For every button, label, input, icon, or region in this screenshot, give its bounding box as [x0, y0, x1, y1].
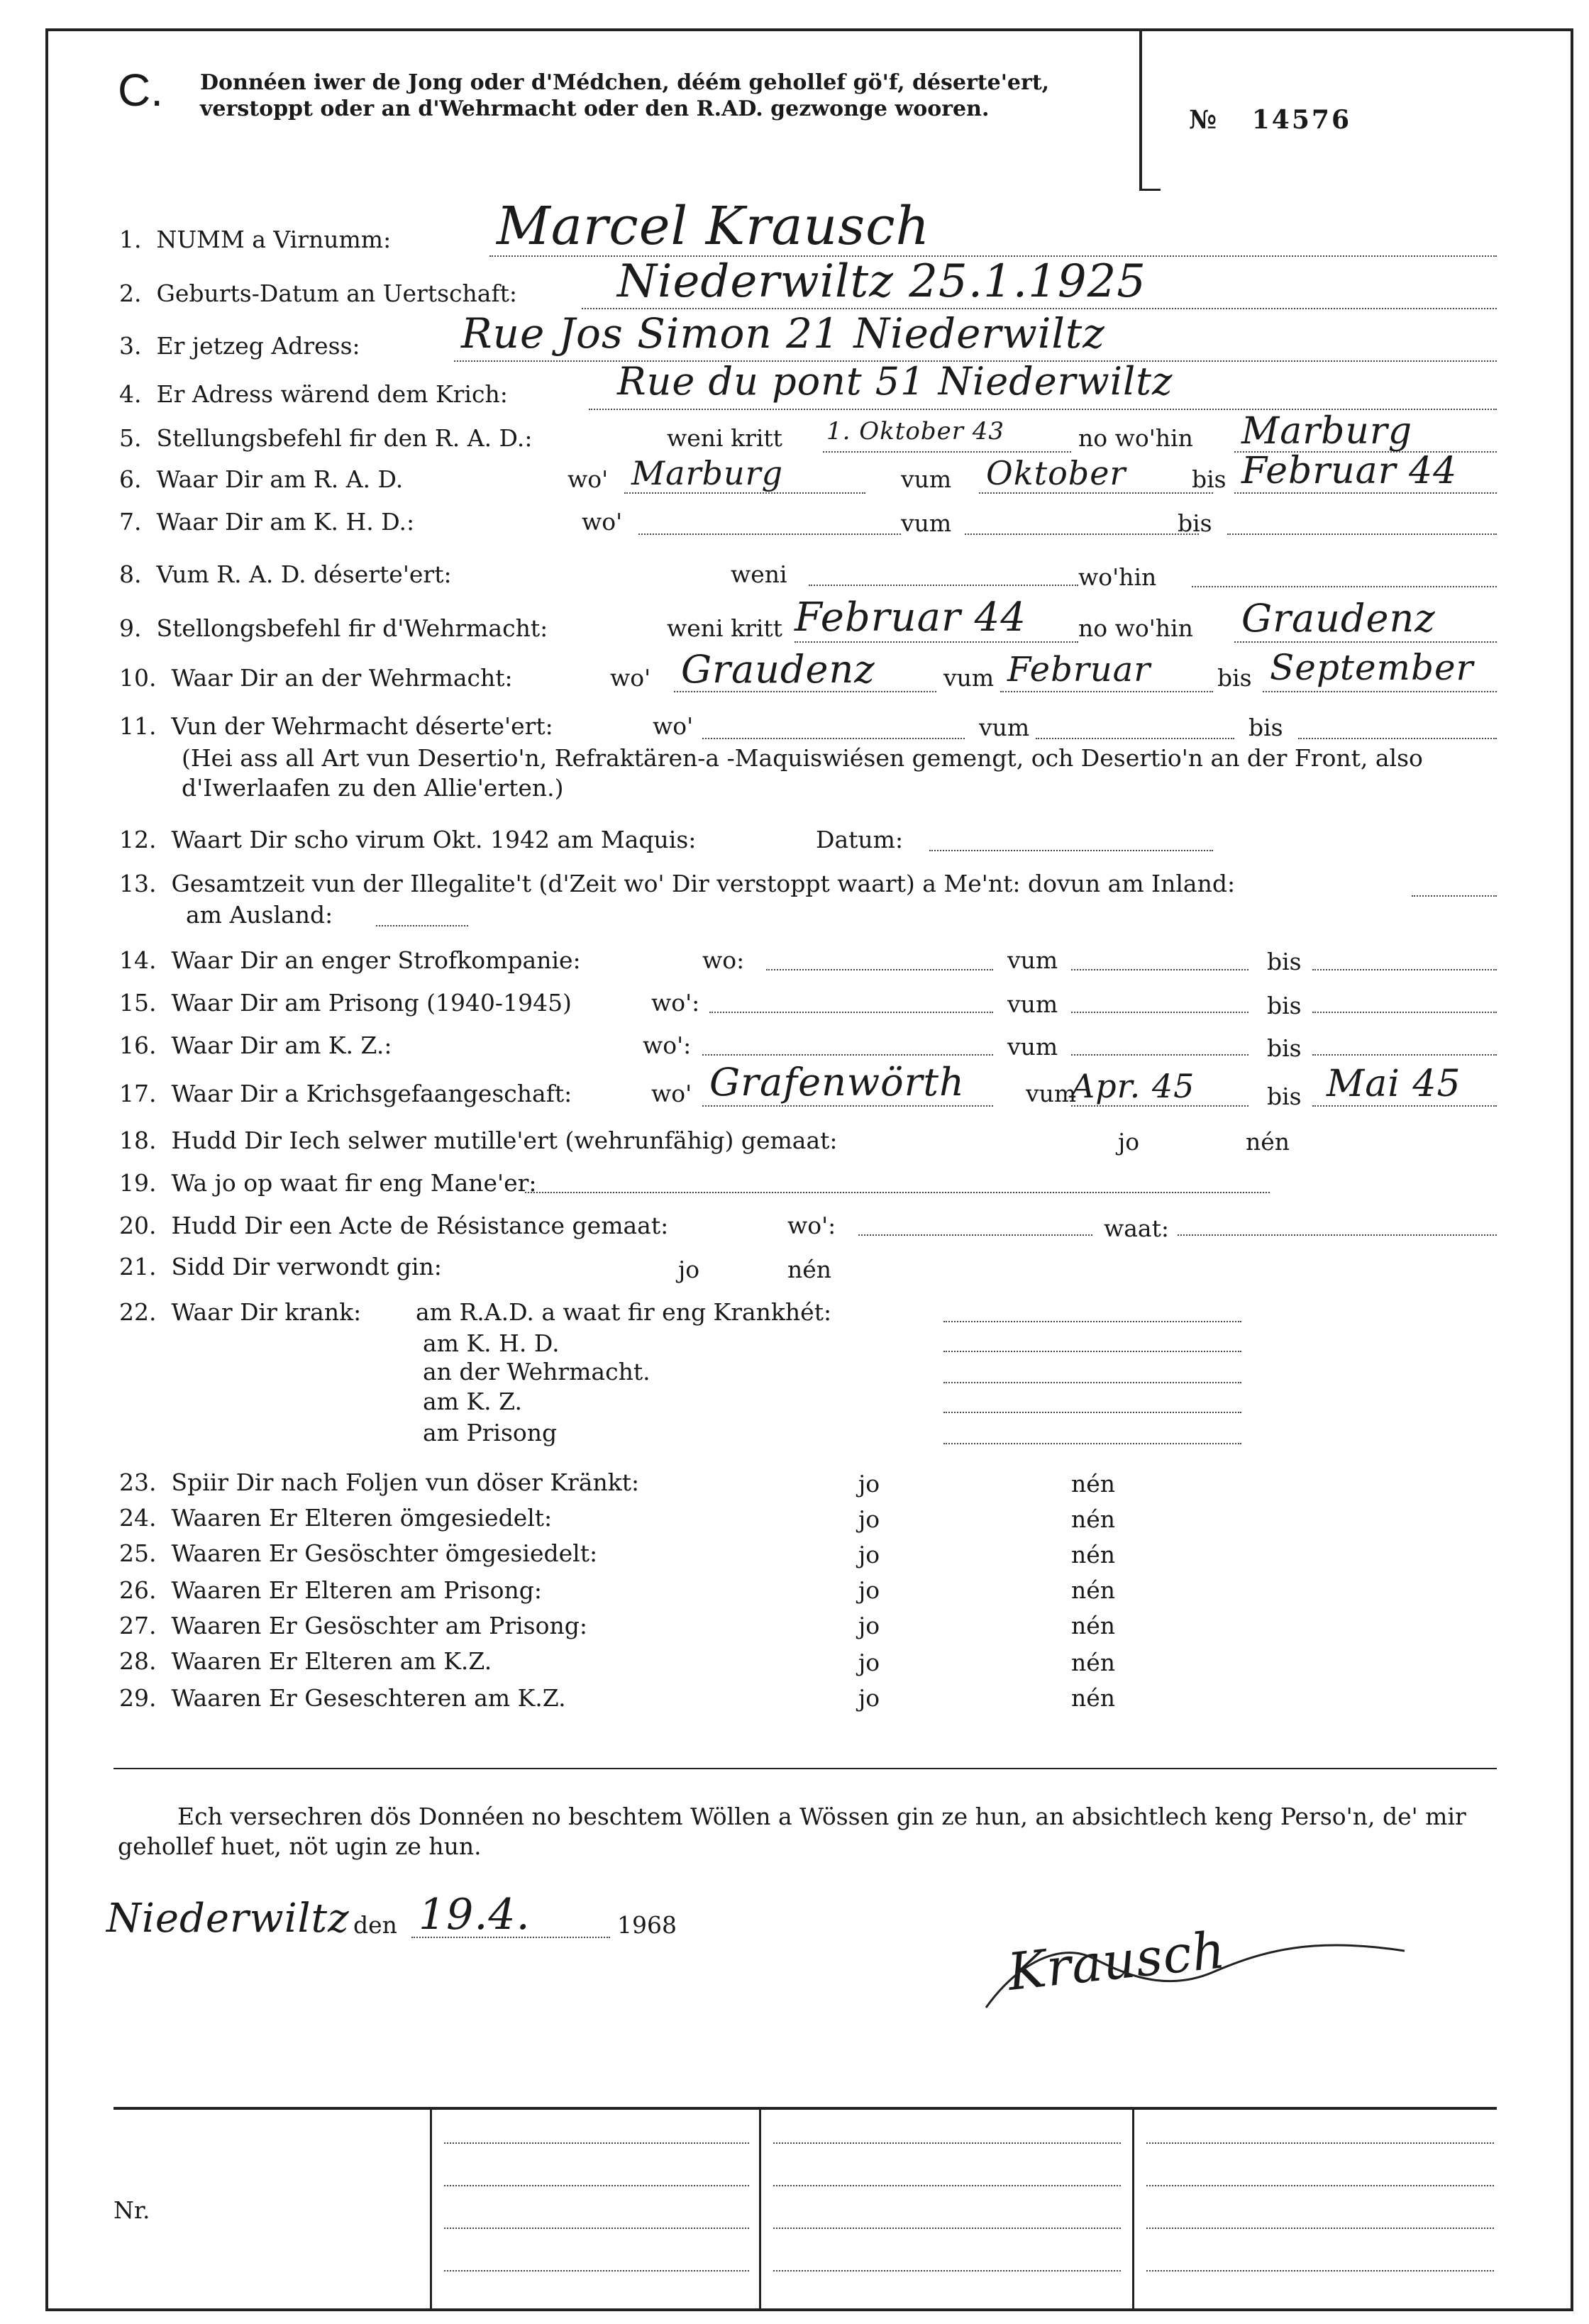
row-22-line-b: [943, 1351, 1241, 1352]
row-22-line-e: [943, 1443, 1241, 1444]
signature-flourish: [979, 1915, 1419, 2022]
row-5-b: no wo'hin: [1078, 424, 1193, 452]
footer-divider-3: [1132, 2108, 1134, 2311]
row-21-label: Sidd Dir verwondt gin:: [171, 1253, 442, 1280]
row-16-b: vum: [1007, 1033, 1058, 1061]
row-17-hw-c: Mai 45: [1327, 1063, 1461, 1105]
row-11-label: Vun der Wehrmacht déserte'ert:: [171, 712, 553, 740]
row-14-line-b: [1071, 969, 1248, 970]
row-17-hw-b: Apr. 45: [1071, 1067, 1195, 1105]
row-11-c: bis: [1248, 714, 1283, 741]
row-2-label: Geburts-Datum an Uertschaft:: [156, 280, 518, 307]
row-25-label: Waaren Er Gesöschter ömgesiedelt:: [171, 1539, 598, 1567]
footer-divider-1: [430, 2108, 432, 2311]
number-value: 14576: [1251, 105, 1351, 135]
row-8-b: wo'hin: [1078, 563, 1157, 591]
row-5-label: Stellungsbefehl fir den R. A. D.:: [156, 424, 533, 452]
row-14-line-c: [1312, 969, 1497, 970]
row-24-label: Waaren Er Elteren ömgesiedelt:: [171, 1504, 553, 1532]
row-9-hw-b: Graudenz: [1241, 596, 1436, 641]
row-20: 20. Hudd Dir een Acte de Résistance gemaat:: [119, 1212, 669, 1239]
row-3-handwriting: Rue Jos Simon 21 Niederwiltz: [461, 309, 1105, 358]
row-28: 28. Waaren Er Elteren am K.Z.: [119, 1647, 492, 1675]
row-24-nen: nén: [1071, 1505, 1116, 1533]
year-label: 1968: [617, 1911, 677, 1939]
row-7-a: wo': [582, 508, 623, 536]
row-3-label: Er jetzeg Adress:: [156, 332, 360, 360]
row-27-label: Waaren Er Gesöschter am Prisong:: [171, 1612, 587, 1639]
row-22-d: am K. Z.: [423, 1388, 522, 1415]
row-8-a: weni: [731, 560, 787, 588]
row-11-b: vum: [979, 714, 1030, 741]
row-21: 21. Sidd Dir verwondt gin:: [119, 1253, 442, 1280]
row-18: 18. Hudd Dir Iech selwer mutille'ert (wehrunfähig) gemaat:: [119, 1127, 838, 1154]
row-22-e: am Prisong: [423, 1419, 558, 1446]
row-6-a: wo': [568, 465, 609, 493]
row-17-line-a: [702, 1105, 993, 1107]
row-10-hw-b: Februar: [1007, 650, 1151, 690]
row-3: 3. Er jetzeg Adress:: [119, 332, 360, 360]
row-17-hw-a: Grafenwörth: [709, 1060, 965, 1105]
row-17: 17. Waar Dir a Krichsgefaangeschaft:: [119, 1080, 572, 1107]
row-5-hw-a: 1. Oktober 43: [826, 417, 1005, 446]
row-16-line-a: [702, 1054, 993, 1056]
row-9-a: weni kritt: [667, 614, 782, 642]
row-10-b: vum: [943, 664, 995, 692]
row-15-line-c: [1312, 1012, 1497, 1013]
row-23-nen: nén: [1071, 1470, 1116, 1498]
row-6-line-c: [1234, 492, 1497, 494]
row-25-jo: jo: [858, 1541, 880, 1568]
row-7-line-c: [1227, 533, 1497, 535]
row-17-a: wo': [651, 1080, 692, 1107]
row-4-handwriting: Rue du pont 51 Niederwiltz: [617, 359, 1173, 404]
row-18-nen: nén: [1246, 1128, 1290, 1156]
row-5-hw-b: Marburg: [1241, 410, 1413, 453]
row-17-label: Waar Dir a Krichsgefaangeschaft:: [171, 1080, 572, 1107]
row-17-c: bis: [1267, 1083, 1302, 1110]
row-16-line-b: [1071, 1054, 1248, 1056]
row-6-line-b: [979, 492, 1213, 494]
row-10-a: wo': [610, 664, 651, 692]
row-1-label: NUMM a Virnumm:: [156, 226, 392, 253]
row-23-label: Spiir Dir nach Foljen vun döser Kränkt:: [171, 1468, 640, 1496]
row-6: 6. Waar Dir am R. A. D.: [119, 465, 404, 493]
row-7-b: vum: [901, 509, 952, 537]
row-14-b: vum: [1007, 946, 1058, 974]
row-6-line-a: [624, 492, 865, 494]
row-2: 2. Geburts-Datum an Uertschaft:: [119, 280, 518, 307]
footer-line-5: [773, 2142, 1121, 2144]
footer-divider-2: [759, 2108, 761, 2311]
footer-line-9: [1146, 2142, 1494, 2144]
row-15-a: wo':: [651, 989, 700, 1017]
row-7: 7. Waar Dir am K. H. D.:: [119, 508, 415, 536]
footer-line-11: [1146, 2228, 1494, 2229]
section-divider: [114, 1768, 1497, 1769]
row-16-c: bis: [1267, 1034, 1302, 1062]
row-14-a: wo:: [702, 946, 745, 974]
row-17-b: vum: [1026, 1080, 1077, 1107]
place-handwriting: Niederwiltz: [106, 1896, 350, 1942]
row-23-jo: jo: [858, 1470, 880, 1498]
nr-label: Nr.: [114, 2196, 150, 2224]
row-17-line-c: [1312, 1105, 1497, 1107]
row-9-b: no wo'hin: [1078, 614, 1193, 642]
row-18-jo: jo: [1118, 1128, 1140, 1156]
row-8-label: Vum R. A. D. déserte'ert:: [156, 560, 452, 588]
row-11: 11. Vun der Wehrmacht déserte'ert:: [119, 712, 553, 740]
row-9-line-b: [1234, 641, 1497, 643]
row-16-label: Waar Dir am K. Z.:: [171, 1031, 392, 1059]
row-11-note: (Hei ass all Art vun Desertio'n, Refraktären-a -Maquiswiésen gemengt, och Desertio'n an der Front, also d'Iwerlaafen zu den Allie'erten.): [182, 744, 1423, 802]
row-15: 15. Waar Dir am Prisong (1940-1945): [119, 989, 572, 1017]
row-24: 24. Waaren Er Elteren ömgesiedelt:: [119, 1504, 553, 1532]
row-28-label: Waaren Er Elteren am K.Z.: [171, 1647, 492, 1675]
row-5-a: weni kritt: [667, 424, 782, 452]
row-15-c: bis: [1267, 992, 1302, 1019]
row-19: 19. Wa jo op waat fir eng Mane'er:: [119, 1169, 537, 1197]
row-6-hw-b: Oktober: [986, 454, 1126, 492]
row-20-b: waat:: [1104, 1214, 1169, 1242]
row-22-a: am R.A.D. a waat fir eng Krankhét:: [416, 1298, 832, 1326]
row-14-label: Waar Dir an enger Strofkompanie:: [171, 946, 581, 974]
row-11-a: wo': [653, 712, 694, 740]
row-7-line-a: [638, 533, 901, 535]
row-14-c: bis: [1267, 948, 1302, 975]
form-number: [1189, 105, 1351, 135]
footer-line-1: [444, 2142, 749, 2144]
row-10-hw-c: September: [1270, 647, 1474, 688]
date-handwriting: 19.4.: [419, 1890, 531, 1940]
row-15-label: Waar Dir am Prisong (1940-1945): [171, 989, 572, 1017]
row-12-line: [929, 850, 1213, 851]
row-22-line-c: [943, 1382, 1241, 1383]
footer-line-7: [773, 2228, 1121, 2229]
row-22-c: an der Wehrmacht.: [423, 1358, 650, 1385]
row-27: 27. Waaren Er Gesöschter am Prisong:: [119, 1612, 587, 1639]
row-13-line-a: [1412, 895, 1497, 897]
row-22-line-d: [943, 1412, 1241, 1413]
row-25: 25. Waaren Er Gesöschter ömgesiedelt:: [119, 1539, 598, 1567]
row-27-nen: nén: [1071, 1612, 1116, 1639]
footer-line-2: [444, 2185, 749, 2186]
footer-top-border: [114, 2107, 1497, 2110]
row-29: 29. Waaren Er Geseschteren am K.Z.: [119, 1684, 566, 1712]
row-10-label: Waar Dir an der Wehrmacht:: [171, 664, 513, 692]
row-8-line-a: [809, 585, 1078, 586]
footer-line-8: [773, 2270, 1121, 2272]
row-8: 8. Vum R. A. D. déserte'ert:: [119, 560, 452, 588]
row-21-jo: jo: [678, 1256, 700, 1283]
row-19-label: Wa jo op waat fir eng Mane'er:: [171, 1169, 537, 1197]
row-12-a: Datum:: [816, 826, 904, 853]
row-13-label: Gesamtzeit vun der Illegalite't (d'Zeit wo' Dir verstoppt waart) a Me'nt: dovun am Inland:: [171, 870, 1236, 897]
row-8-line-b: [1192, 586, 1497, 587]
row-26-jo: jo: [858, 1576, 880, 1604]
number-symbol: №: [1189, 105, 1219, 135]
row-28-nen: nén: [1071, 1649, 1116, 1676]
row-26: 26. Waaren Er Elteren am Prisong:: [119, 1576, 543, 1604]
row-13-line-b: [376, 925, 468, 926]
row-19-line: [525, 1192, 1270, 1193]
row-5-line-a: [823, 451, 1071, 453]
row-9-hw-a: Februar 44: [794, 594, 1026, 641]
row-11-line-a: [702, 738, 965, 739]
row-21-nen: nén: [787, 1256, 832, 1283]
row-9-label: Stellongsbefehl fir d'Wehrmacht:: [156, 614, 548, 642]
footer-line-3: [444, 2228, 749, 2229]
row-9-line-a: [794, 641, 1078, 643]
row-26-label: Waaren Er Elteren am Prisong:: [171, 1576, 543, 1604]
row-17-line-b: [1071, 1105, 1248, 1107]
row-6-hw-a: Marburg: [631, 454, 784, 492]
row-1: 1. NUMM a Virnumm:: [119, 226, 392, 253]
den-label: den: [353, 1911, 397, 1939]
row-29-label: Waaren Er Geseschteren am K.Z.: [171, 1684, 566, 1712]
row-15-line-b: [1071, 1012, 1248, 1013]
row-22-b: am K. H. D.: [423, 1329, 560, 1357]
declaration-text: Ech versechren dös Donnéen no beschtem Wöllen a Wössen gin ze hun, an absichtlech keng Perso'n, de' mir gehollef huet, nöt ugin ze hun.: [118, 1803, 1466, 1860]
row-22-line-a: [943, 1321, 1241, 1322]
row-10-line-c: [1263, 691, 1497, 692]
row-7-c: bis: [1178, 509, 1212, 537]
header-divider: [1139, 28, 1142, 190]
row-15-line-a: [709, 1012, 993, 1013]
footer-line-10: [1146, 2185, 1494, 2186]
row-12: 12. Waart Dir scho virum Okt. 1942 am Maquis:: [119, 826, 697, 853]
row-16-a: wo':: [643, 1031, 692, 1059]
row-13-line2: am Ausland:: [186, 901, 333, 929]
row-28-jo: jo: [858, 1649, 880, 1676]
row-4: 4. Er Adress wärend dem Krich:: [119, 380, 508, 408]
row-10-c: bis: [1217, 664, 1252, 692]
row-10-line-b: [1000, 691, 1213, 692]
row-29-jo: jo: [858, 1684, 880, 1712]
row-16: 16. Waar Dir am K. Z.:: [119, 1031, 392, 1059]
row-20-line-b: [1178, 1234, 1497, 1236]
row-9: 9. Stellongsbefehl fir d'Wehrmacht:: [119, 614, 548, 642]
row-20-label: Hudd Dir een Acte de Résistance gemaat:: [171, 1212, 669, 1239]
row-20-a: wo':: [787, 1212, 836, 1239]
row-1-handwriting: Marcel Krausch: [497, 196, 931, 257]
row-25-nen: nén: [1071, 1541, 1116, 1568]
row-11-line-b: [1036, 738, 1234, 739]
row-12-label: Waart Dir scho virum Okt. 1942 am Maquis:: [171, 826, 697, 853]
row-7-line-b: [965, 533, 1199, 535]
row-15-b: vum: [1007, 990, 1058, 1018]
row-14-line-a: [766, 969, 993, 970]
row-6-label: Waar Dir am R. A. D.: [156, 465, 404, 493]
footer-line-12: [1146, 2270, 1494, 2272]
row-23: 23. Spiir Dir nach Foljen vun döser Kränkt:: [119, 1468, 640, 1496]
row-6-hw-c: Februar 44: [1241, 450, 1458, 492]
row-13: 13. Gesamtzeit vun der Illegalite't (d'Zeit wo' Dir verstoppt waart) a Me'nt: dovun am Inland:: [119, 870, 1236, 897]
signature: Krausch: [1004, 1920, 1229, 2002]
row-27-jo: jo: [858, 1612, 880, 1639]
row-22: 22. Waar Dir krank:: [119, 1298, 362, 1326]
form-title: Donnéen iwer de Jong oder d'Médchen, déém gehollef gö'f, déserte'ert, verstoppt oder an d'Wehrmacht oder den R.AD. gezwonge wooren.: [200, 70, 1050, 121]
row-14: 14. Waar Dir an enger Strofkompanie:: [119, 946, 581, 974]
row-20-line-a: [858, 1234, 1092, 1236]
row-22-label: Waar Dir krank:: [171, 1298, 362, 1326]
row-24-jo: jo: [858, 1505, 880, 1533]
row-11-line-c: [1298, 738, 1497, 739]
row-6-c: bis: [1192, 465, 1227, 493]
footer-line-4: [444, 2270, 749, 2272]
row-29-nen: nén: [1071, 1684, 1116, 1712]
row-7-label: Waar Dir am K. H. D.:: [156, 508, 415, 536]
row-2-handwriting: Niederwiltz 25.1.1925: [617, 255, 1146, 308]
row-4-label: Er Adress wärend dem Krich:: [156, 380, 508, 408]
row-6-b: vum: [901, 465, 952, 493]
section-letter: C.: [118, 65, 163, 116]
row-18-label: Hudd Dir Iech selwer mutille'ert (wehrunfähig) gemaat:: [171, 1127, 838, 1154]
row-10-hw-a: Graudenz: [681, 647, 875, 692]
row-10: 10. Waar Dir an der Wehrmacht:: [119, 664, 513, 692]
row-16-line-c: [1312, 1054, 1497, 1056]
header-tick: [1139, 189, 1161, 191]
footer-line-6: [773, 2185, 1121, 2186]
row-5: 5. Stellungsbefehl fir den R. A. D.:: [119, 424, 533, 452]
row-26-nen: nén: [1071, 1576, 1116, 1604]
